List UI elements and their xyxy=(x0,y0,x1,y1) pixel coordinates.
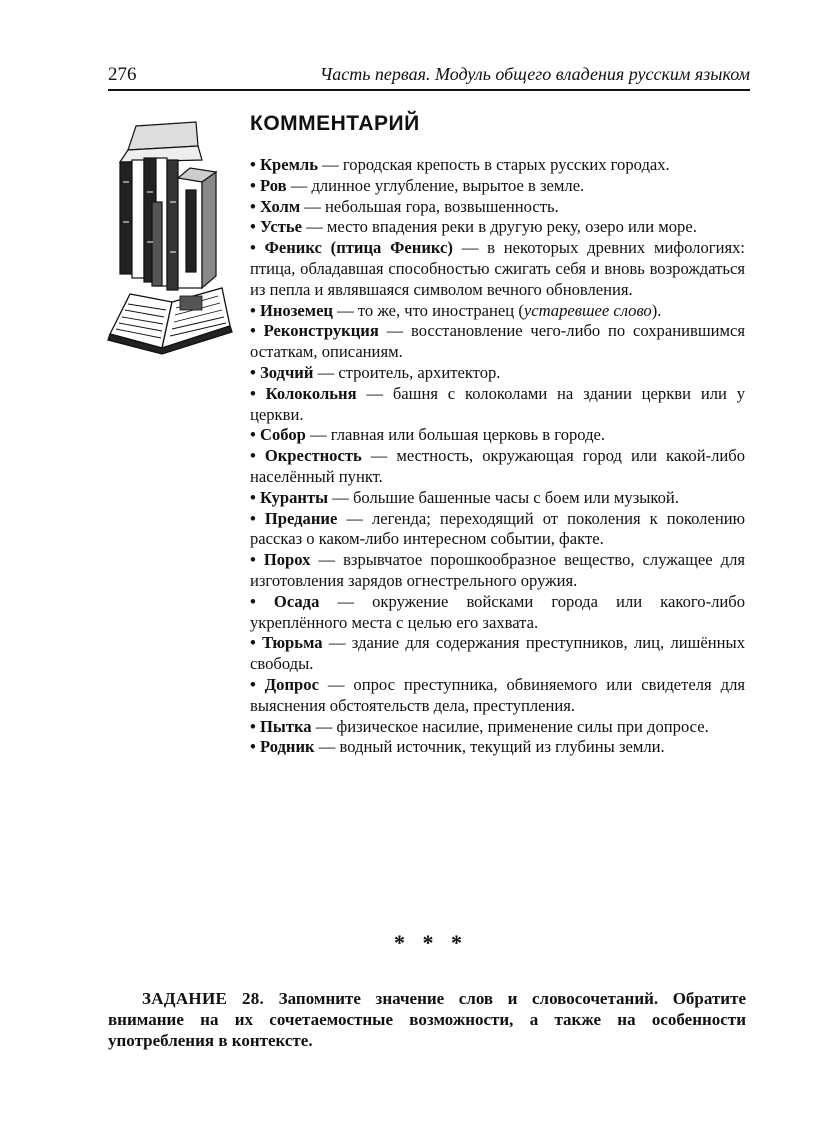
glossary-entry: • Порох — взрывчатое порошкообразное вещество, служащее для изготовления зарядов огнестрельного оружия. xyxy=(250,550,745,590)
section-separator: * * * xyxy=(394,930,468,955)
glossary-entry: • Устье — место впадения реки в другую реку, озеро или море. xyxy=(250,217,697,237)
running-title: Часть первая. Модуль общего владения русским языком xyxy=(319,64,750,84)
glossary-definition: — здание для содержания преступников, лиц, лишённых свободы. xyxy=(250,633,745,674)
glossary-definition: — место впадения реки в другую реку, озеро или море. xyxy=(302,217,697,237)
glossary-term: Родник xyxy=(259,737,315,757)
glossary-entry: • Предание — легенда; переходящий от поколения к поколению рассказ о каком-либо интересном событии, факте. xyxy=(250,508,745,549)
glossary-definition: — в некоторых древних мифологиях: птица, обладавшая способностью сжигать себя и вновь возрождаться из пепла и являвшаяся символом вечного обновления. xyxy=(250,238,745,299)
glossary-entry: • Собор — главная или большая церковь в городе. xyxy=(250,425,606,445)
glossary-term: Колокольня xyxy=(265,383,357,403)
glossary-term: Иноземец xyxy=(259,300,333,320)
glossary-entry: • Тюрьма — здание для содержания преступников, лиц, лишённых свободы. xyxy=(250,633,745,674)
glossary-entry: • Феникс (птица Феникс) — в некоторых древних мифологиях: птица, обладавшая способностью сжигать себя и вновь возрождаться из пепла и являвшаяся символом вечного обновления. xyxy=(250,238,745,299)
glossary-term: Ров xyxy=(259,175,287,195)
glossary-definition: — местность, окружающая город или какой-либо населённый пункт. xyxy=(250,446,746,486)
glossary-definition: — то же, что иностранец ( xyxy=(333,300,524,320)
glossary-definition: — городская крепость в старых русских городах. xyxy=(317,155,670,174)
glossary-entry: • Куранты — большие башенные часы с боем или музыкой. xyxy=(250,487,679,507)
glossary-list xyxy=(250,155,745,758)
glossary-term: Порох xyxy=(263,550,311,570)
glossary-definition: — большие башенные часы с боем или музыкой. xyxy=(328,487,679,507)
header-rule xyxy=(108,89,750,91)
section-heading: КОММЕНТАРИЙ xyxy=(250,112,420,135)
glossary-term: Кремль xyxy=(259,155,318,174)
glossary-definition: — окружение войсками города или какого-либо укреплённого места с целью его захвата. xyxy=(250,591,745,632)
page-header xyxy=(108,60,750,90)
glossary-entry: • Колокольня — башня с колоколами на здании церкви или у церкви. xyxy=(250,383,745,424)
glossary-term: Собор xyxy=(259,425,306,445)
glossary-definition: — физическое насилие, применение силы при допросе. xyxy=(311,716,709,736)
glossary-term: Куранты xyxy=(259,487,329,507)
glossary-term: Осада xyxy=(273,591,320,611)
glossary-entry: • Пытка — физическое насилие, применение силы при допросе. xyxy=(250,716,709,736)
glossary-definition: — взрывчатое порошкообразное вещество, служащее для изготовления зарядов огнестрельного оружия. xyxy=(250,550,745,590)
glossary-definition: — башня с колоколами на здании церкви или у церкви. xyxy=(250,383,745,424)
glossary-definition: — длинное углубление, вырытое в земле. xyxy=(286,175,585,195)
glossary-entry: • Холм — небольшая гора, возвышенность. xyxy=(250,196,559,216)
task-text: Запомните значение слов и словосочетаний. Обратите внимание на их сочетаемостные возможности, а также на особенности употребления в контексте. xyxy=(108,989,746,1050)
glossary-entry: • Зодчий — строитель, архитектор. xyxy=(250,362,501,382)
glossary-entry: • Иноземец — то же, что иностранец (устаревшее слово). xyxy=(250,300,662,320)
glossary-entry: • Осада — окружение войсками города или какого-либо укреплённого места с целью его захвата. xyxy=(250,591,745,632)
page-number: 276 xyxy=(108,64,137,85)
glossary-term: Зодчий xyxy=(259,362,314,382)
glossary-term: Феникс (птица Феникс) xyxy=(264,238,453,258)
glossary-definition: — главная или большая церковь в городе. xyxy=(305,425,606,445)
usage-note: устаревшее слово xyxy=(523,300,652,320)
glossary-definition: — небольшая гора, возвышенность. xyxy=(300,196,559,216)
glossary-term: Устье xyxy=(259,217,303,237)
glossary-term: Холм xyxy=(259,196,301,216)
glossary-definition-end: ). xyxy=(651,300,662,320)
glossary-term: Допрос xyxy=(264,674,319,694)
glossary-entry: • Родник — водный источник, текущий из глубины земли. xyxy=(250,737,665,757)
glossary-entry: • Кремль — городская крепость в старых русских городах. xyxy=(250,155,670,174)
glossary-term: Предание xyxy=(264,508,338,528)
glossary-definition: — опрос преступника, обвиняемого или свидетеля для выяснения обстоятельств дела, преступления. xyxy=(250,674,745,715)
glossary-definition: — легенда; переходящий от поколения к поколению рассказ о каком-либо интересном событии, факте. xyxy=(250,508,745,549)
task-label: ЗАДАНИЕ 28. xyxy=(142,989,265,1008)
task-block xyxy=(108,988,746,1051)
glossary-term: Окрестность xyxy=(264,446,362,466)
glossary-definition: — строитель, архитектор. xyxy=(313,362,501,382)
books-and-open-book-icon xyxy=(106,112,236,362)
glossary-term: Пытка xyxy=(259,716,312,736)
glossary-entry: • Допрос — опрос преступника, обвиняемого или свидетеля для выяснения обстоятельств дела, преступления. xyxy=(250,674,745,715)
glossary-term: Тюрьма xyxy=(262,633,323,653)
glossary-term: Реконструкция xyxy=(263,321,379,341)
glossary-entry: • Реконструкция — восстановление чего-либо по сохранившимся остаткам, описаниям. xyxy=(250,321,745,362)
glossary-definition: — восстановление чего-либо по сохранившимся остаткам, описаниям. xyxy=(250,321,745,362)
glossary-entry: • Окрестность — местность, окружающая город или какой-либо населённый пункт. xyxy=(250,446,746,486)
glossary-definition: — водный источник, текущий из глубины земли. xyxy=(314,737,665,757)
glossary-entry: • Ров — длинное углубление, вырытое в земле. xyxy=(250,175,585,195)
